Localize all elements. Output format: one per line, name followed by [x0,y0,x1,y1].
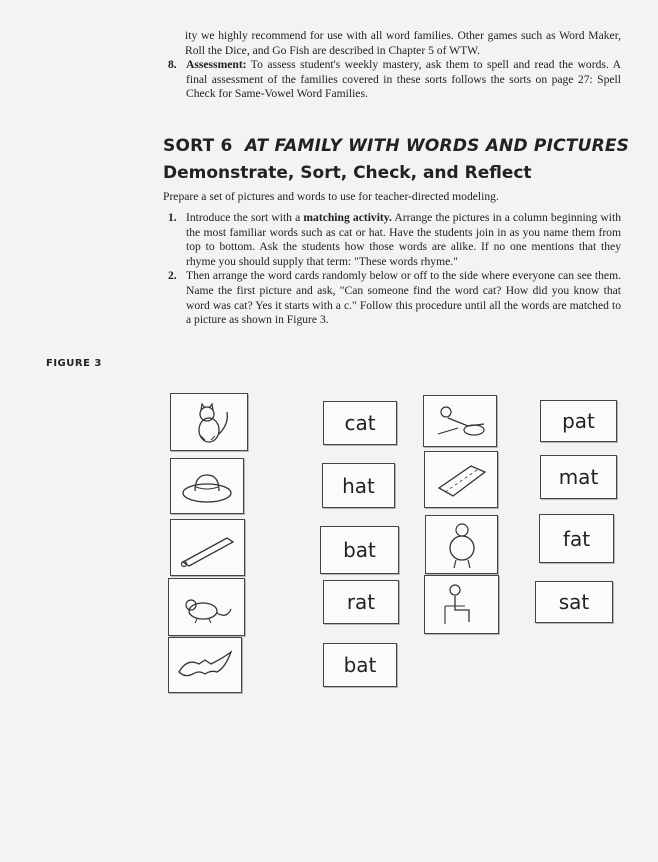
step-text-c: Arrange the pictures in a column beginning with the most familiar words such as cat or hat. Have the students join in as you name them from top to bottom. Ask the students how those words are alike. If no one mentions that they rhyme you should supply that term: "These words rhyme." [186,211,622,268]
figure-label: FIGURE 3 [46,358,102,369]
picture-card-fat [425,515,498,574]
step-emphasis: matching activity. [303,211,392,224]
sitting-person-icon [425,576,498,633]
picture-card-pat [423,395,497,447]
top-fragment-paragraph: ity we highly recommend for use with all word families. Other games such as Word Maker, Roll the Dice, and Go Fish are described in Chapter 5 of WTW. [185,29,621,57]
sort-number: SORT 6 [163,136,233,156]
step-item-2 [168,269,621,327]
step-text-a: Introduce the sort with a [186,211,304,224]
word-card-bat-2: bat [323,643,397,687]
picture-card-bat [170,519,245,576]
picture-card-sat [424,575,499,634]
word-card-bat: bat [320,526,399,574]
word-card-hat: hat [322,463,395,508]
baseball-bat-icon [171,520,244,575]
word-card-rat: rat [323,580,399,624]
word-card-cat: cat [323,401,397,445]
flying-bat-icon [169,638,241,692]
word-card-mat: mat [540,455,617,499]
step-number: 2. [168,269,177,283]
step-number: 1. [168,211,177,224]
picture-card-rat [168,578,245,636]
fat-person-icon [426,516,497,573]
step-item-1 [168,211,621,269]
pat-icon [424,396,496,446]
item-text: To assess student's weekly mastery, ask them to spell and read the words. A final assessment of the families covered in these sorts follows the sorts on page 27: Spell Check for Same-Vowel Word Families. [186,58,621,101]
list-item-8 [168,58,621,102]
steps-list [168,211,621,328]
hat-icon [171,459,243,513]
picture-card-mat [424,451,498,508]
word-card-sat: sat [535,581,613,623]
sort-title: AT FAMILY WITH WORDS AND PICTURES [244,136,630,156]
mat-icon [425,452,497,507]
sort-heading [163,136,633,156]
list-item-number: 8. [168,58,177,71]
word-card-pat: pat [540,400,617,442]
picture-card-cat [170,393,248,451]
word-card-fat: fat [539,514,614,563]
step-text: Then arrange the word cards randomly below or off to the side where everyone can see them. Name the first picture and ask, "Can someone find the word cat? How did you know that word was cat? Yes it starts with a c." Follow this procedure until all the words are matched to a picture as shown in Figure 3. [186,269,621,327]
picture-card-hat [170,458,244,514]
section-subheading: Demonstrate, Sort, Check, and Reflect [163,163,532,183]
picture-card-flying-bat [168,637,242,693]
rat-icon [169,579,244,635]
cat-icon [171,394,247,450]
intro-paragraph: Prepare a set of pictures and words to use for teacher-directed modeling. [163,190,499,203]
item-label: Assessment: [186,58,247,71]
numbered-list-continued [168,58,621,102]
